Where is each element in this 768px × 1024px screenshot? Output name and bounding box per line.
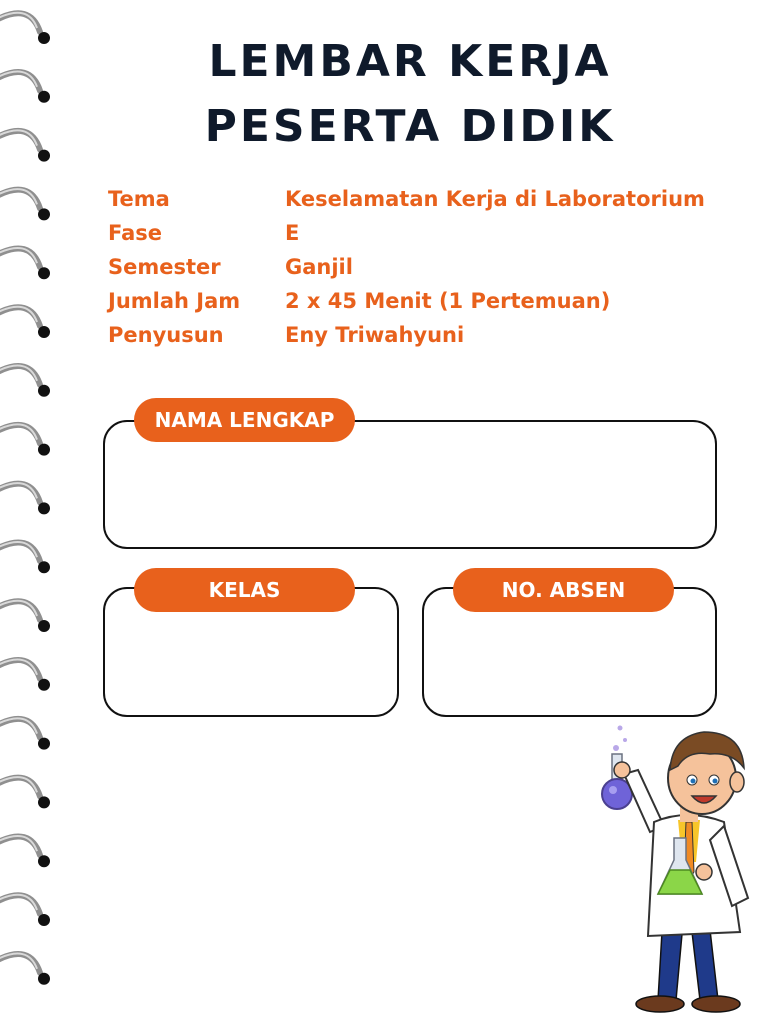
info-row-penyusun [108, 318, 705, 352]
spiral-ring [0, 954, 50, 985]
spiral-ring [0, 777, 50, 808]
spiral-ring [0, 189, 50, 220]
info-label: Semester [108, 255, 221, 279]
spiral-ring [0, 660, 50, 691]
page-title-line2: PESERTA DIDIK [204, 101, 616, 152]
info-value: Eny Triwahyuni [285, 323, 465, 347]
info-label: Jumlah Jam [108, 289, 241, 313]
info-value: E [285, 221, 300, 245]
spiral-binding [0, 0, 70, 1024]
info-row-semester [108, 250, 705, 284]
info-row-fase [108, 216, 705, 250]
info-value: Keselamatan Kerja di Laboratorium [285, 187, 705, 211]
spiral-ring [0, 307, 50, 338]
spiral-ring [0, 366, 50, 397]
spiral-ring [0, 542, 50, 573]
spiral-ring [0, 424, 50, 455]
info-label: Fase [108, 221, 163, 245]
spiral-ring [0, 483, 50, 514]
info-value: Ganjil [285, 255, 353, 279]
info-value: 2 x 45 Menit (1 Pertemuan) [285, 289, 611, 313]
spiral-ring [0, 718, 50, 749]
kelas-label: KELAS [134, 568, 355, 612]
spiral-ring [0, 248, 50, 279]
spiral-ring [0, 895, 50, 926]
no-absen-label: NO. ABSEN [453, 568, 674, 612]
identity-table [108, 182, 705, 352]
nama-lengkap-label: NAMA LENGKAP [134, 398, 355, 442]
info-row-jumlah-jam [108, 284, 705, 318]
info-label: Tema [108, 187, 170, 211]
page-title-line1: LEMBAR KERJA [208, 36, 612, 87]
info-row-tema [108, 182, 705, 216]
spiral-ring [0, 601, 50, 632]
info-label: Penyusun [108, 323, 224, 347]
scientist-illustration [592, 722, 764, 1022]
spiral-ring [0, 836, 50, 867]
